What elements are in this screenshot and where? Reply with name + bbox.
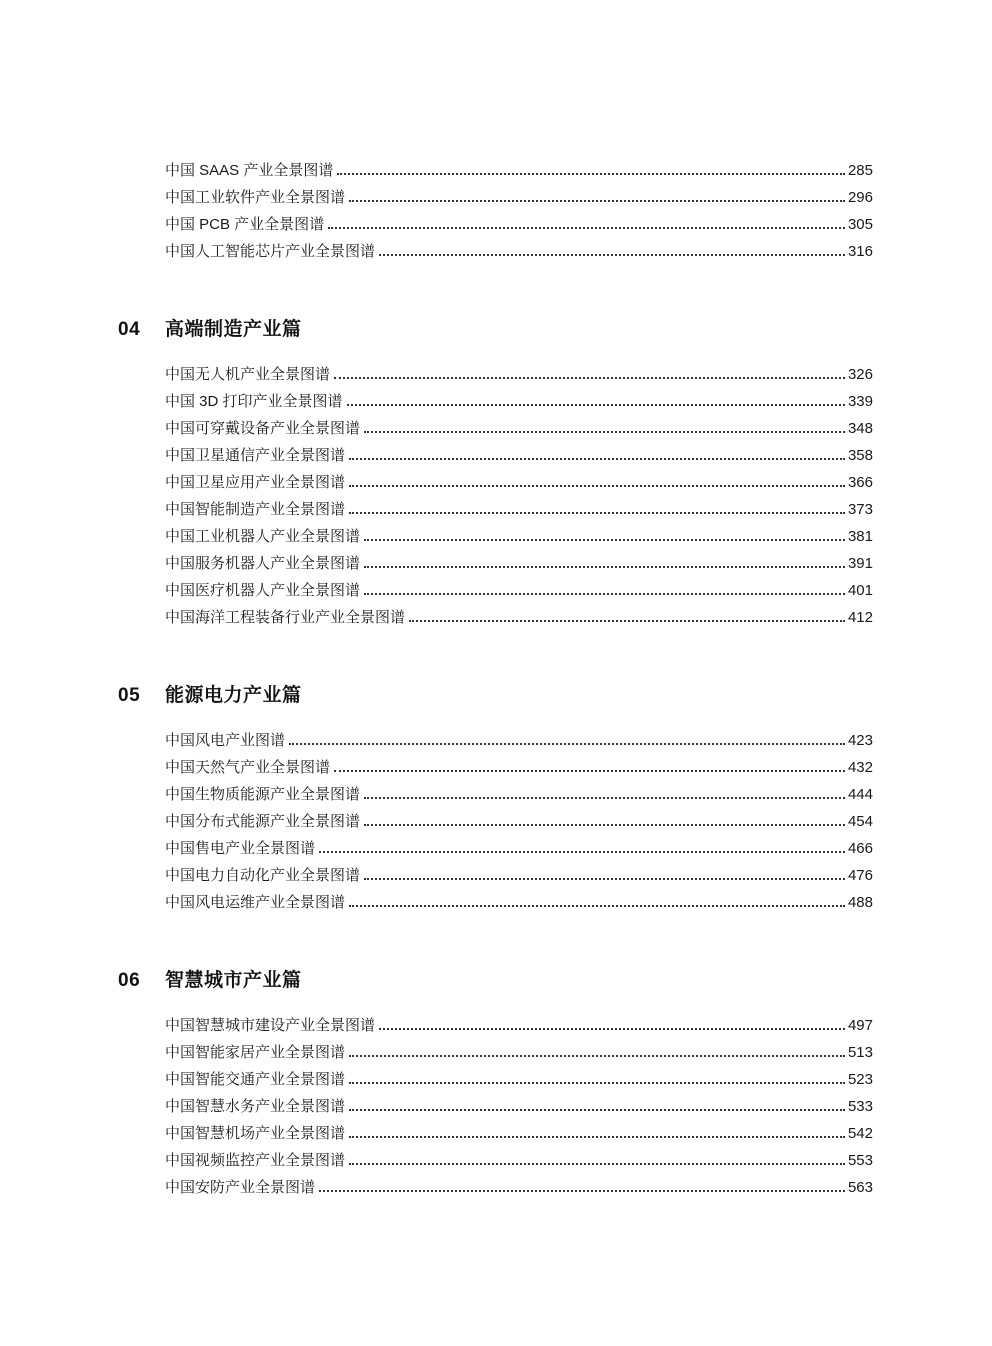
toc-entry[interactable]	[165, 1120, 873, 1147]
leader-dots	[364, 824, 845, 826]
toc-entry-list	[165, 157, 873, 265]
leader-dots	[349, 1163, 845, 1165]
toc-entry-title: 中国工业机器人产业全景图谱	[165, 528, 361, 545]
leader-dots	[349, 905, 845, 907]
toc-entry[interactable]	[165, 1093, 873, 1120]
toc-entry-title: 中国海洋工程装备行业产业全景图谱	[165, 609, 406, 626]
leader-dots	[409, 620, 845, 622]
leader-dots	[349, 485, 845, 487]
toc-entry-page: 412	[847, 609, 873, 626]
toc-entry-page: 366	[847, 474, 873, 491]
toc-entry[interactable]	[165, 862, 873, 889]
leader-dots	[319, 851, 845, 853]
leader-dots	[319, 1190, 845, 1192]
toc-entry-title: 中国售电产业全景图谱	[165, 840, 316, 857]
toc-entry[interactable]	[165, 1012, 873, 1039]
toc-entry[interactable]	[165, 211, 873, 238]
toc-entry[interactable]	[165, 1066, 873, 1093]
toc-entry-page: 488	[847, 894, 873, 911]
toc-entry[interactable]	[165, 157, 873, 184]
toc-entry-page: 523	[847, 1071, 873, 1088]
toc-entry-page: 391	[847, 555, 873, 572]
toc-entry-page: 466	[847, 840, 873, 857]
section-heading	[118, 683, 873, 709]
toc-entry-page: 423	[847, 732, 873, 749]
toc-entry-title: 中国卫星应用产业全景图谱	[165, 474, 346, 491]
leader-dots	[364, 566, 845, 568]
toc-entry-page: 553	[847, 1152, 873, 1169]
leader-dots	[349, 458, 845, 460]
toc-entry-title: 中国安防产业全景图谱	[165, 1179, 316, 1196]
toc-entry-page: 296	[847, 189, 873, 206]
leader-dots	[364, 593, 845, 595]
toc-entry[interactable]	[165, 1039, 873, 1066]
toc-entry-title: 中国智慧机场产业全景图谱	[165, 1125, 346, 1142]
toc-entry[interactable]	[165, 808, 873, 835]
toc-section-04	[118, 317, 873, 631]
leader-dots	[347, 404, 845, 406]
toc-entry[interactable]	[165, 1174, 873, 1201]
toc-entry-title: 中国智能交通产业全景图谱	[165, 1071, 346, 1088]
toc-entry-list	[165, 361, 873, 631]
section-heading	[118, 317, 873, 343]
toc-entry[interactable]	[165, 523, 873, 550]
section-number: 04	[118, 319, 141, 340]
section-title: 高端制造产业篇	[165, 319, 302, 340]
toc-section-06	[118, 968, 873, 1201]
leader-dots	[337, 173, 845, 175]
toc-entry-page: 326	[847, 366, 873, 383]
toc-entry-title: 中国电力自动化产业全景图谱	[165, 867, 361, 884]
toc-entry-list	[165, 1012, 873, 1201]
toc-entry[interactable]	[165, 550, 873, 577]
toc-entry-title: 中国 PCB 产业全景图谱	[165, 216, 325, 233]
toc-entry[interactable]	[165, 577, 873, 604]
toc-sections-container	[118, 157, 873, 1201]
section-heading	[118, 968, 873, 994]
toc-entry[interactable]	[165, 415, 873, 442]
toc-entry-page: 497	[847, 1017, 873, 1034]
toc-entry-title: 中国视频监控产业全景图谱	[165, 1152, 346, 1169]
toc-entry[interactable]	[165, 604, 873, 631]
toc-entry[interactable]	[165, 781, 873, 808]
toc-entry[interactable]	[165, 496, 873, 523]
toc-entry[interactable]	[165, 469, 873, 496]
toc-entry-page: 381	[847, 528, 873, 545]
toc-entry-title: 中国 3D 打印产业全景图谱	[165, 393, 343, 410]
toc-entry-page: 513	[847, 1044, 873, 1061]
toc-entry-page: 454	[847, 813, 873, 830]
leader-dots	[379, 254, 845, 256]
leader-dots	[364, 431, 845, 433]
toc-entry-title: 中国智慧水务产业全景图谱	[165, 1098, 346, 1115]
toc-entry[interactable]	[165, 238, 873, 265]
toc-entry-page: 401	[847, 582, 873, 599]
section-title: 能源电力产业篇	[165, 685, 302, 706]
toc-entry-page: 542	[847, 1125, 873, 1142]
toc-entry[interactable]	[165, 1147, 873, 1174]
toc-entry-title: 中国智能家居产业全景图谱	[165, 1044, 346, 1061]
leader-dots	[349, 1109, 845, 1111]
toc-entry-title: 中国智慧城市建设产业全景图谱	[165, 1017, 376, 1034]
leader-dots	[289, 743, 845, 745]
section-title: 智慧城市产业篇	[165, 970, 302, 991]
leader-dots	[379, 1028, 845, 1030]
toc-entry-title: 中国天然气产业全景图谱	[165, 759, 331, 776]
toc-entry-page: 533	[847, 1098, 873, 1115]
toc-entry-title: 中国风电运维产业全景图谱	[165, 894, 346, 911]
toc-entry-page: 305	[847, 216, 873, 233]
toc-entry[interactable]	[165, 442, 873, 469]
leader-dots	[364, 797, 845, 799]
toc-entry-page: 563	[847, 1179, 873, 1196]
toc-entry[interactable]	[165, 361, 873, 388]
section-number: 05	[118, 685, 141, 706]
leader-dots	[349, 1055, 845, 1057]
toc-section-05	[118, 683, 873, 916]
toc-entry-page: 476	[847, 867, 873, 884]
toc-section-continued	[118, 157, 873, 265]
toc-entry[interactable]	[165, 727, 873, 754]
leader-dots	[364, 539, 845, 541]
leader-dots	[328, 227, 845, 229]
toc-entry-title: 中国服务机器人产业全景图谱	[165, 555, 361, 572]
toc-entry-title: 中国人工智能芯片产业全景图谱	[165, 243, 376, 260]
toc-entry-title: 中国分布式能源产业全景图谱	[165, 813, 361, 830]
toc-entry-page: 373	[847, 501, 873, 518]
leader-dots	[334, 377, 845, 379]
toc-entry[interactable]	[165, 388, 873, 415]
toc-entry-title: 中国医疗机器人产业全景图谱	[165, 582, 361, 599]
leader-dots	[349, 1082, 845, 1084]
toc-entry-title: 中国智能制造产业全景图谱	[165, 501, 346, 518]
toc-entry-title: 中国无人机产业全景图谱	[165, 366, 331, 383]
toc-entry-page: 444	[847, 786, 873, 803]
toc-entry-page: 432	[847, 759, 873, 776]
leader-dots	[334, 770, 845, 772]
toc-entry-page: 285	[847, 162, 873, 179]
toc-entry-title: 中国 SAAS 产业全景图谱	[165, 162, 334, 179]
leader-dots	[364, 878, 845, 880]
toc-entry-list	[165, 727, 873, 916]
toc-entry-page: 348	[847, 420, 873, 437]
leader-dots	[349, 512, 845, 514]
section-number: 06	[118, 970, 141, 991]
toc-entry-title: 中国生物质能源产业全景图谱	[165, 786, 361, 803]
toc-entry-page: 358	[847, 447, 873, 464]
toc-entry[interactable]	[165, 184, 873, 211]
leader-dots	[349, 200, 845, 202]
toc-entry-title: 中国工业软件产业全景图谱	[165, 189, 346, 206]
toc-entry[interactable]	[165, 754, 873, 781]
toc-entry-title: 中国卫星通信产业全景图谱	[165, 447, 346, 464]
toc-entry-page: 316	[847, 243, 873, 260]
toc-entry[interactable]	[165, 889, 873, 916]
toc-entry[interactable]	[165, 835, 873, 862]
toc-entry-title: 中国风电产业图谱	[165, 732, 286, 749]
toc-entry-page: 339	[847, 393, 873, 410]
toc-entry-title: 中国可穿戴设备产业全景图谱	[165, 420, 361, 437]
leader-dots	[349, 1136, 845, 1138]
